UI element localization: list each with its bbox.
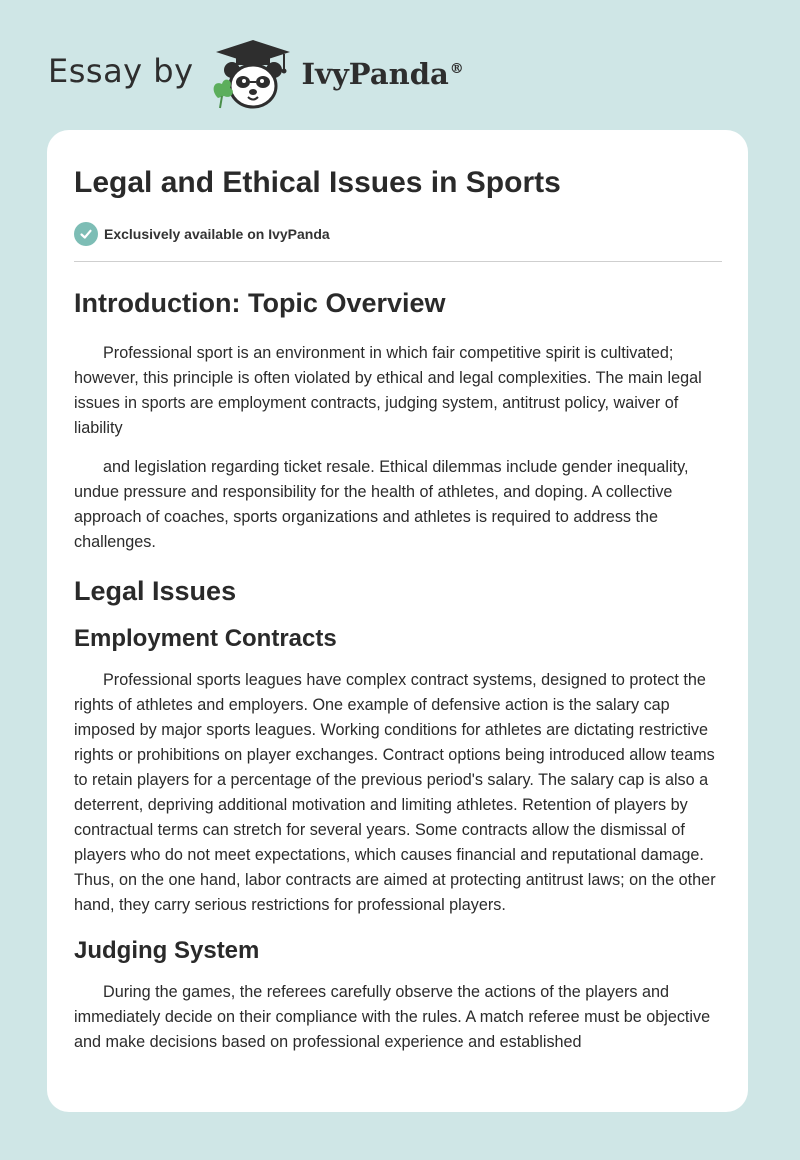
page-title: Legal and Ethical Issues in Sports <box>74 166 561 199</box>
essay-card <box>47 130 748 1112</box>
check-circle-icon <box>74 222 98 246</box>
essay-content <box>74 284 722 1069</box>
brand-name-text: IvyPanda <box>301 57 449 91</box>
exclusive-badge-text: Exclusively available on IvyPanda <box>104 226 330 242</box>
legal-issues-heading: Legal Issues <box>74 576 237 606</box>
registered-mark: ® <box>449 61 464 78</box>
employment-contracts-paragraph: Professional sports leagues have complex contract systems, designed to protect the rights of athletes and employers. One example of defensive action is the salary cap imposed by major sports leagues. Working conditions for athletes are dictating restrictive rights or prohibitions on player exchanges. Contract options being introduced allow teams to retain players for a percentage of the previous period's salary. The salary cap is also a deterrent, depriving additional motivation and limiting athletes. Retention of players by contractual terms can stretch for several years. Some contracts allow the dismissal of players who do not meet expectations, which causes financial and reputational damage. Thus, on the one hand, labor contracts are aimed at protecting antitrust laws; on the other hand, they carry serious restrictions for professional players. <box>74 671 716 914</box>
panda-graduate-logo-icon[interactable] <box>208 36 298 112</box>
brand-header <box>48 36 464 112</box>
brand-prefix: Essay by <box>48 52 194 90</box>
brand-name[interactable] <box>302 57 464 91</box>
judging-system-heading: Judging System <box>74 937 260 964</box>
title-divider <box>74 261 722 262</box>
judging-system-paragraph: During the games, the referees carefully observe the actions of the players and immediately decide on their compliance with the rules. A match referee must be objective and make decisions based on professional experience and established <box>74 983 711 1051</box>
intro-paragraph-1: Professional sport is an environment in which fair competitive spirit is cultivated; however, this principle is often violated by ethical and legal complexities. The main legal issues in sports are employment contracts, judging system, antitrust policy, waiver of liability <box>74 344 702 437</box>
exclusive-badge <box>74 222 330 246</box>
employment-contracts-heading: Employment Contracts <box>74 625 337 652</box>
intro-paragraph-2: and legislation regarding ticket resale. Ethical dilemmas include gender inequality, undue pressure and responsibility for the health of athletes, and doping. A collective approach of coaches, sports organizations and athletes is required to address the challenges. <box>74 458 689 551</box>
intro-heading: Introduction: Topic Overview <box>74 288 446 318</box>
